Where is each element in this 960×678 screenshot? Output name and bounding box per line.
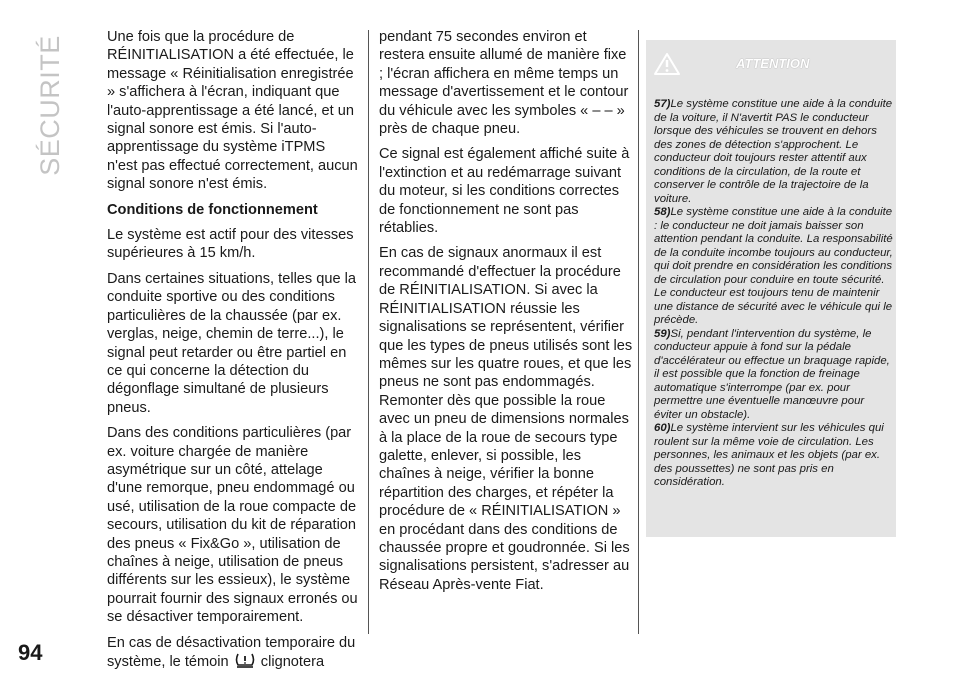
paragraph-abnormal-signals: En cas de signaux anormaux il est recommandé d'effectuer la procédure de RÉINITIALISATION. Si avec la RÉINITIALISATION réussie les signalisations se représentent, vérifier que les types de pneus utilisés sont les mêmes sur les quatre roues, et que les pneus ne sont pas endommagés. Remonter dès que possible la roue avec un pneu de dimensions normales à la place de la roue de secours type galette, enlever, si possible, les chaînes à neige, vérifier la bonne répartition des charges, et répéter la procédure de « RÉINITIALISATION » en procédant dans des conditions de chaussée propre et goudronnée. Si les signalisations persistent, s'adresser au Réseau Après-vente Fiat. bbox=[379, 245, 633, 593]
paragraph-active-speed: Le système est actif pour des vitesses supérieures à 15 km/h. bbox=[107, 227, 354, 262]
warning-item-number: 57) bbox=[654, 98, 671, 110]
warning-box bbox=[646, 40, 896, 537]
warning-header bbox=[646, 40, 896, 88]
paragraph-particular-conditions: Dans des conditions particulières (par ex. voiture chargée de manière asymétrique sur un côté, attelage d'une remorque, pneu endommagé ou usé, utilisation de la roue compacte de secours, utilisation du kit de réparation des pneus « Fix&Go », utilisation de chaînes à neige, utilisation de pneus différents sur les essieux), le système pourrait fournir des signaux erronés ou se désactiver temporairement. bbox=[107, 425, 358, 626]
warning-item-text: Le système intervient sur les véhicules qui roulent sur la même voie de circulation. Les personnes, les animaux et les objets (par ex. des poussettes) ne sont pas pris en considération. bbox=[654, 422, 884, 488]
page-number: 94 bbox=[18, 640, 43, 665]
paragraph-temporary-deactivation bbox=[107, 634, 359, 672]
section-label bbox=[20, 30, 80, 180]
paragraph-blinking: pendant 75 secondes environ et restera ensuite allumé de manière fixe ; l'écran affichera en même temps un message d'avertissement et le contour du véhicule avec les symboles « – – » près de chaque pneu. bbox=[379, 29, 629, 138]
warning-item bbox=[654, 422, 894, 490]
tpms-warning-icon bbox=[234, 652, 256, 668]
warning-body bbox=[654, 98, 894, 490]
warning-item bbox=[654, 328, 894, 423]
warning-triangle-icon bbox=[654, 52, 680, 76]
warning-item bbox=[654, 206, 894, 328]
warning-title: ATTENTION bbox=[736, 56, 810, 71]
warning-item-text: Le système constitue une aide à la conduite : le conducteur ne doit jamais baisser son attention pendant la conduite. La responsabilité de la conduite incombe toujours au conducteur, qui doit prendre en considération les conditions de circulation pour conduire en toute sécurité. Le conducteur est toujours tenu de maintenir une distance de sécurité avec le véhicule qui le précède. bbox=[654, 206, 893, 326]
warning-item-number: 58) bbox=[654, 206, 671, 218]
paragraph-restart: Ce signal est également affiché suite à l'extinction et au redémarrage suivant du moteur, si les conditions correctes de fonctionnement ne sont pas rétablies. bbox=[379, 146, 630, 237]
paragraph-situations: Dans certaines situations, telles que la conduite sportive ou des conditions particulières de la chaussée (par ex. verglas, neige, chemin de terre...), le signal peut retarder ou être partiel en ce qui concerne la détection du dégonflage simultané de plusieurs pneus. bbox=[107, 270, 357, 416]
warning-item-number: 60) bbox=[654, 422, 671, 434]
paragraph-reset-message: Une fois que la procédure de RÉINITIALISATION a été effectuée, le message « Réinitialisation enregistrée » s'affichera à l'écran, indiquant que l'auto-apprentissage a été lancé, et un signal sonore est émis. Si l'auto-apprentissage du système iTPMS n'est pas effectué correctement, aucun signal sonore n'est émis. bbox=[107, 29, 358, 193]
column-divider-right bbox=[638, 30, 639, 634]
warning-item-number: 59) bbox=[654, 327, 671, 340]
text-column-1 bbox=[107, 28, 359, 678]
section-heading: Conditions de fonctionnement bbox=[107, 201, 318, 218]
paragraph-text-after-icon: clignotera bbox=[260, 654, 325, 670]
column-divider-left bbox=[368, 30, 369, 634]
paragraph-text-before-icon: En cas de désactivation temporaire du système, le témoin bbox=[107, 634, 356, 670]
section-title: SÉCURITÉ bbox=[34, 34, 65, 176]
text-column-2 bbox=[379, 28, 633, 601]
warning-item bbox=[654, 98, 894, 206]
warning-item-text: Si, pendant l'intervention du système, le conducteur appuie à fond sur la pédale d'accélérateur ou effectue un braquage rapide, il est possible que la fonction de freinage automatique s'interrompe (par ex. pour permettre une éventuelle manœuvre pour éviter un obstacle). bbox=[654, 327, 890, 421]
warning-item-text: Le système constitue une aide à la conduite de la voiture, il N'avertit PAS le conducteur lorsque des véhicules se trouvent en dehors des zones de détection s'approchent. Le conducteur doit toujours rester attentif aux conditions de la circulation, de la route et conserver le contrôle de la trajectoire de la voiture. bbox=[654, 98, 893, 205]
